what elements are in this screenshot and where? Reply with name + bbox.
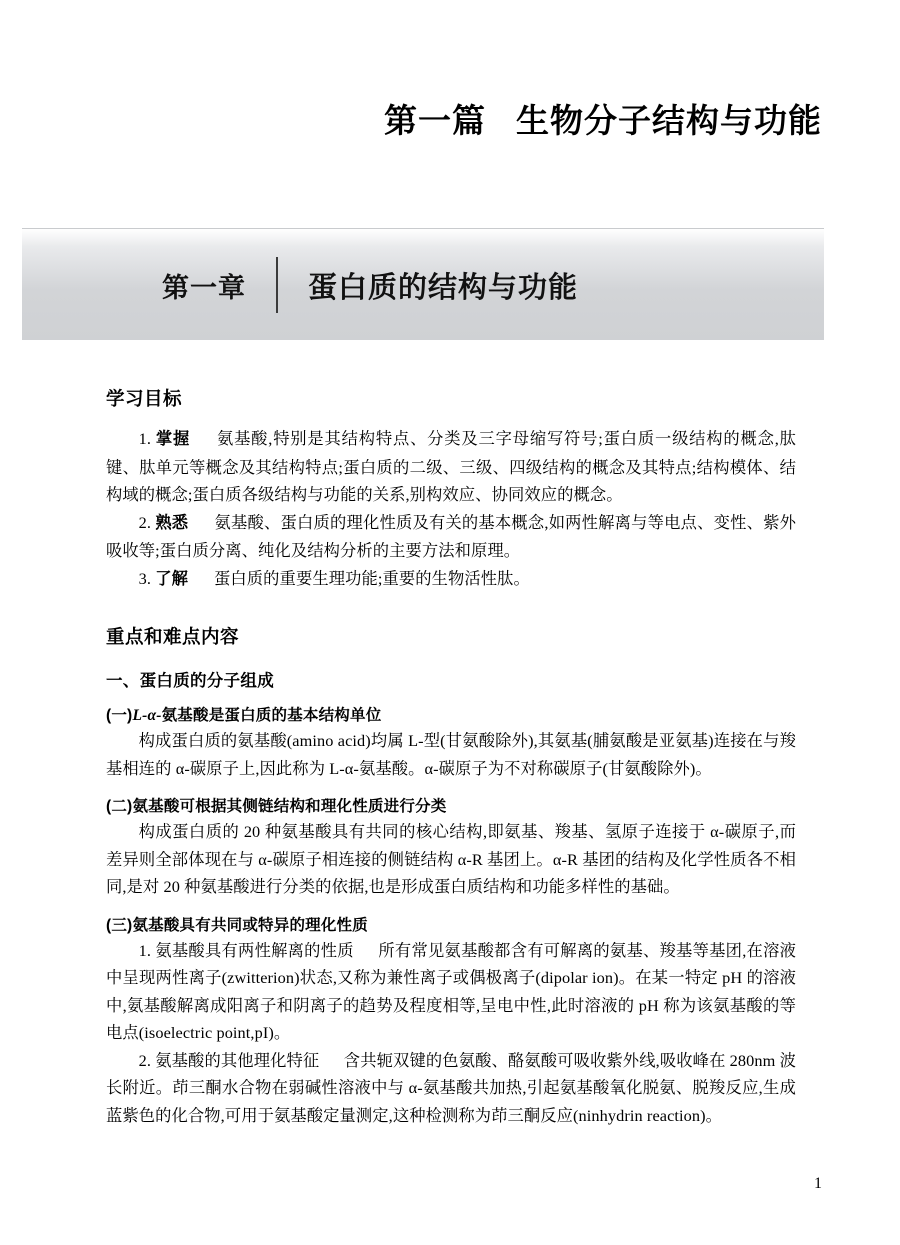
objective-index: 1.	[138, 429, 152, 448]
objective-index: 3.	[138, 568, 152, 588]
subsection-1-latin: L-α-	[132, 707, 162, 724]
subsection-3-heading	[106, 913, 796, 935]
objective-text: 氨基酸、蛋白质的理化性质及有关的基本概念,如两性解离与等电点、变性、紫外吸收等;蛋白质分离、纯化及结构分析的主要方法和原理。	[106, 512, 797, 560]
part-number: 第一篇	[384, 102, 486, 139]
page-content	[106, 385, 796, 1129]
objective-level: 了解	[155, 569, 188, 588]
item-title: 氨基酸具有两性解离的性质	[155, 940, 354, 960]
objective-text: 氨基酸,特别是其结构特点、分类及三字母缩写符号;蛋白质一级结构的概念,肽键、肽单元等概念及其结构特点;蛋白质的二级、三级、四级结构的概念及其特点;结构模体、结构域的概念;蛋白质各级结构与功能的关系,别构效应、协同效应的概念。	[106, 429, 797, 504]
subsection-1-heading	[106, 703, 796, 725]
subsection-3-item	[106, 1047, 796, 1130]
page-number: 1	[814, 1175, 822, 1192]
subsection-3-item	[106, 937, 796, 1047]
subsection-3-rest: 氨基酸具有共同或特异的理化性质	[132, 916, 368, 934]
chapter-banner	[22, 228, 824, 340]
part-title	[0, 95, 900, 142]
item-index: 2.	[138, 1050, 152, 1070]
objective-level: 熟悉	[155, 513, 189, 532]
subsection-2-rest: 氨基酸可根据其侧链结构和理化性质进行分类	[132, 798, 447, 815]
objective-item	[106, 425, 796, 509]
chapter-banner-inner	[162, 229, 578, 341]
learning-objectives-list	[106, 425, 796, 593]
subsection-1-body: 构成蛋白质的氨基酸(amino acid)均属 L-型(甘氨酸除外),其氨基(脯氨酸是亚氨基)连接在与羧基相连的 α-碳原子上,因此称为 L-α-氨基酸。α-碳原子为不对称碳原子(甘氨酸除外)。	[106, 731, 796, 778]
subsection-2-body: 构成蛋白质的 20 种氨基酸具有共同的核心结构,即氨基、羧基、氢原子连接于 α-碳原子,而差异则全部体现在与 α-碳原子相连接的侧链结构 α-R 基团上。α-R 基团的结构及化学性质各不相同,是对 20 种氨基酸进行分类的依据,也是形成蛋白质结构和功能多样性的基础。	[106, 822, 796, 896]
objective-item	[106, 509, 796, 565]
item-text: 含共轭双键的色氨酸、酪氨酸可吸收紫外线,吸收峰在 280nm 波长附近。茚三酮水合物在弱碱性溶液中与 α-氨基酸共加热,引起氨基酸氧化脱氨、脱羧反应,生成蓝紫色的化合物,可用于氨基酸定量测定,这种检测称为茚三酮反应(ninhydrin reaction)。	[106, 1050, 796, 1125]
objective-level: 掌握	[155, 430, 191, 448]
part-title-text: 生物分子结构与功能	[516, 102, 822, 139]
key-points-heading: 重点和难点内容	[106, 626, 240, 647]
item-title: 氨基酸的其他理化特征	[155, 1050, 320, 1070]
chapter-number: 第一章	[162, 272, 246, 303]
objective-item	[106, 565, 796, 594]
item-index: 1.	[138, 940, 152, 960]
subsection-1-rest: 氨基酸是蛋白质的基本结构单位	[161, 707, 382, 724]
subsection-2-heading	[106, 794, 796, 816]
learning-objectives-heading: 学习目标	[106, 388, 183, 409]
vertical-divider	[276, 257, 278, 313]
subsection-2-prefix: (二)	[106, 798, 133, 815]
section-one-heading: 一、蛋白质的分子组成	[106, 672, 274, 690]
objective-index: 2.	[138, 512, 152, 532]
subsection-1-prefix: (一)	[106, 707, 133, 724]
item-text: 所有常见氨基酸都含有可解离的氨基、羧基等基团,在溶液中呈现两性离子(zwitterion)状态,又称为兼性离子或偶极离子(dipolar ion)。在某一特定 pH 的溶液中,氨基酸解离成阳离子和阴离子的趋势及程度相等,呈电中性,此时溶液的 pH 称为该氨基酸的等电点(isoelectric point,pI)。	[106, 940, 796, 1042]
objective-text: 蛋白质的重要生理功能;重要的生物活性肽。	[214, 568, 530, 588]
chapter-title: 蛋白质的结构与功能	[308, 271, 579, 304]
subsection-3-prefix: (三)	[106, 916, 133, 934]
